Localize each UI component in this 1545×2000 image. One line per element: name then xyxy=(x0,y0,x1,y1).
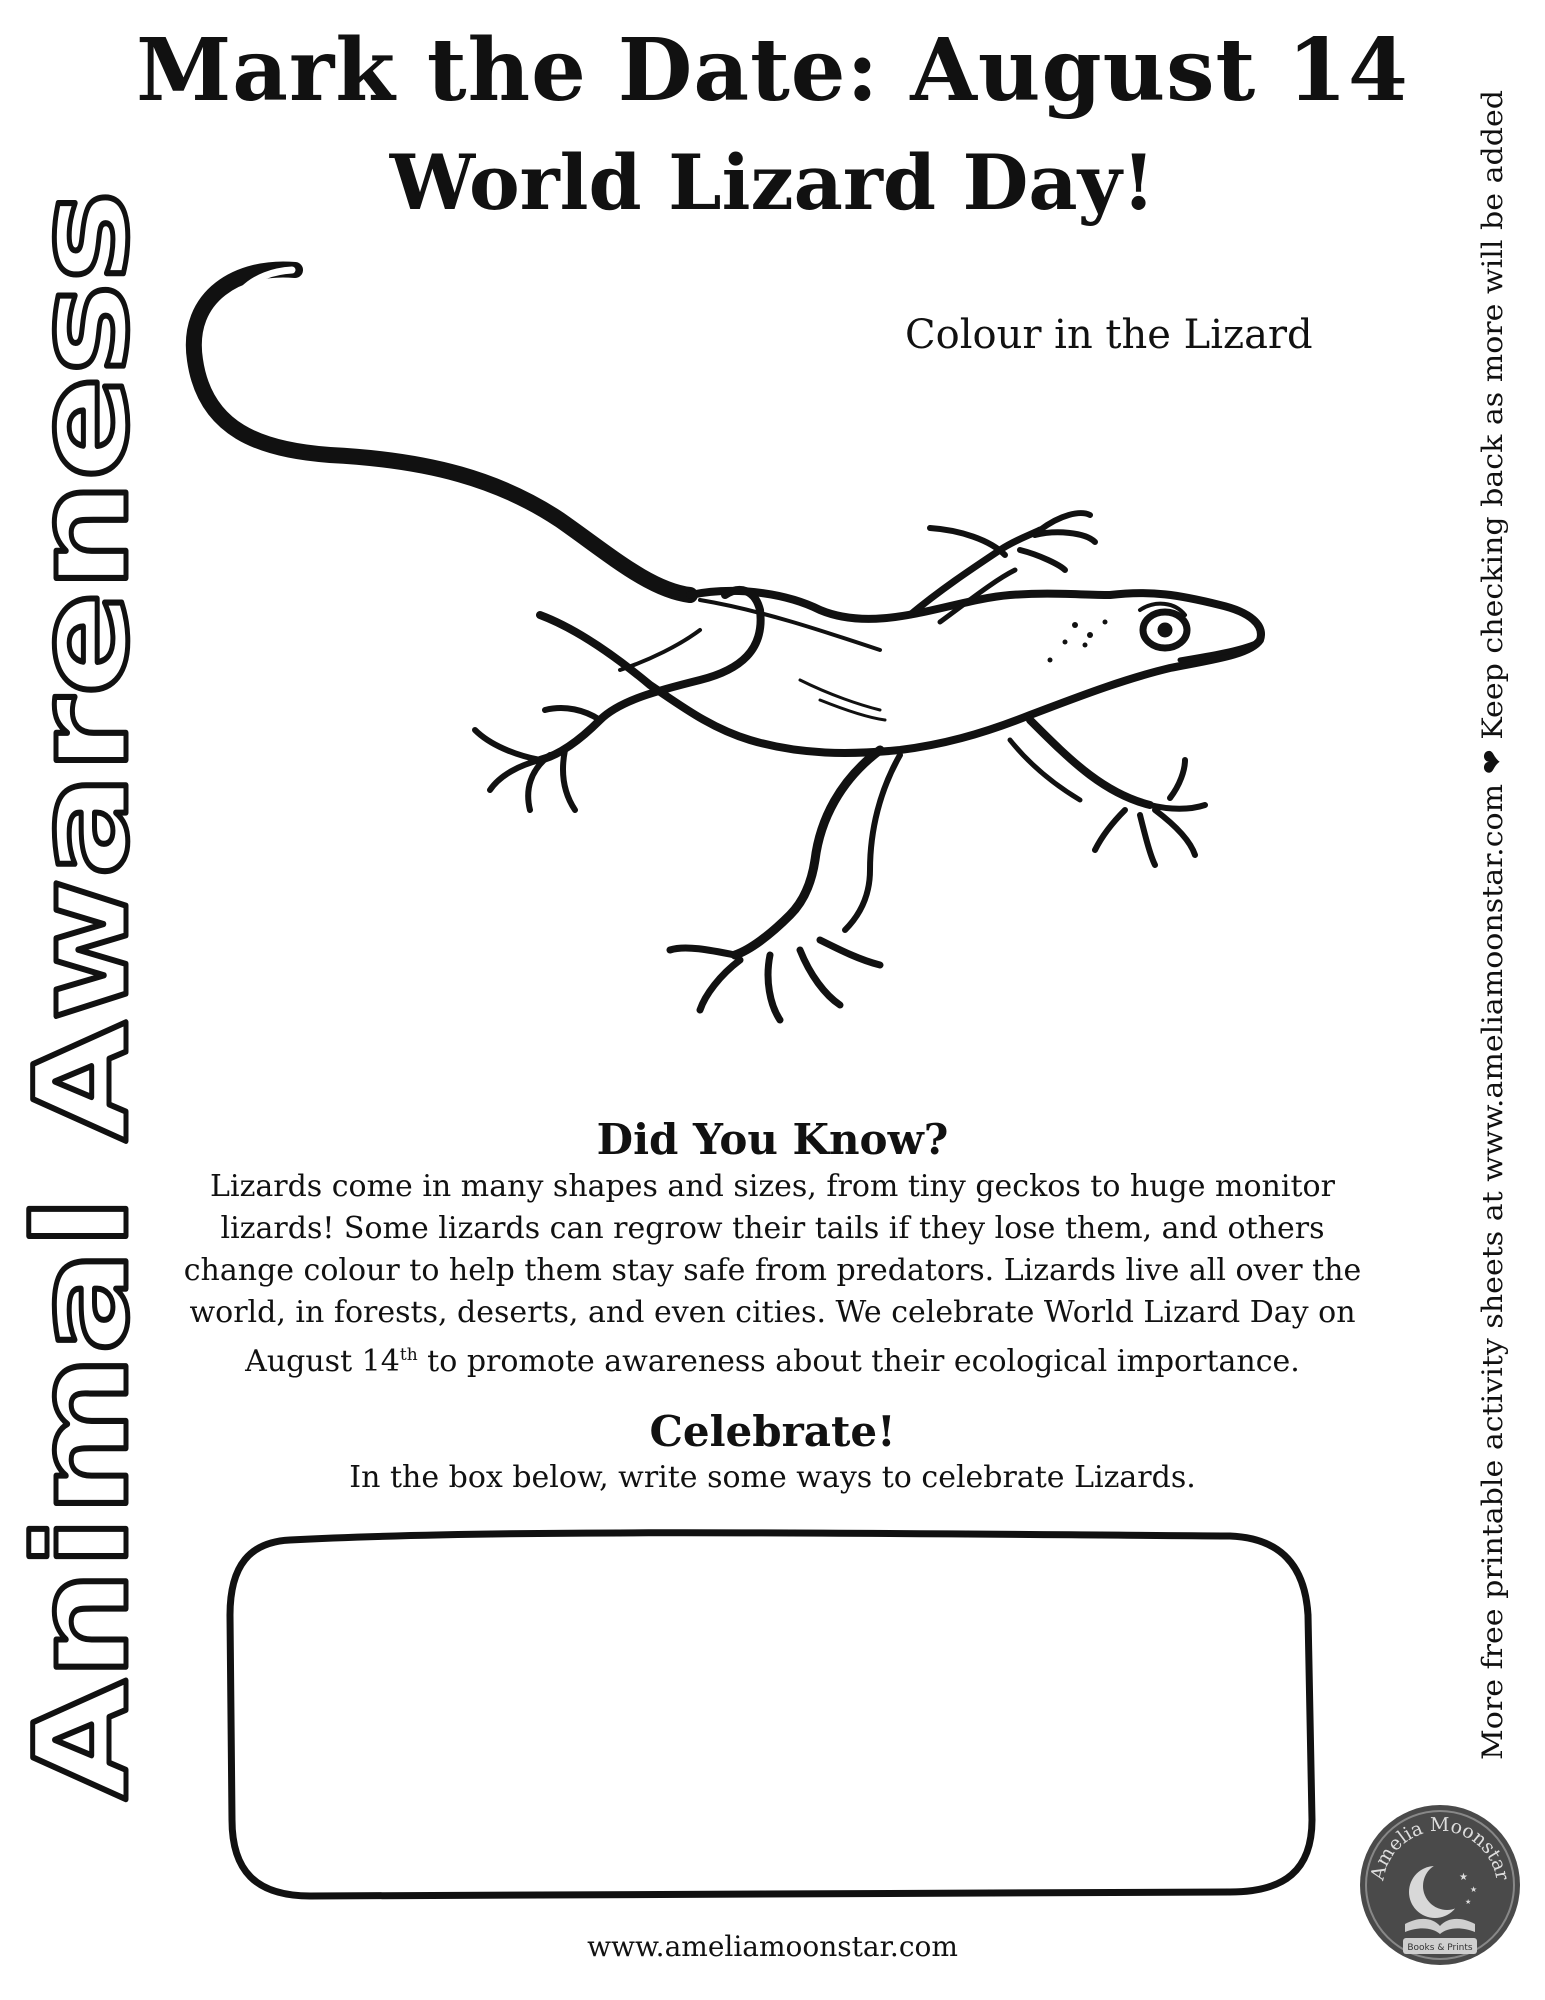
colour-instruction: Colour in the Lizard xyxy=(905,312,1313,358)
side-note xyxy=(1462,60,1522,1760)
did-you-know-main: Lizards come in many shapes and sizes, from tiny geckos to huge monitor lizards! Some lizards can regrow their tails if they lose them, and others change colour to help them stay safe from predators. Lizards live all over the world, in forests, deserts, and even cities. We celebrate World Lizard Day on August 14 xyxy=(183,1169,1362,1379)
did-you-know-end: to promote awareness about their ecological importance. xyxy=(417,1344,1300,1379)
lizard-illustration xyxy=(180,250,1400,1050)
date-superscript: th xyxy=(399,1345,418,1365)
amelia-moonstar-logo xyxy=(1355,1800,1525,1970)
svg-text:More free printable activity s xyxy=(1476,90,1509,1760)
celebrate-heading: Celebrate! xyxy=(649,1407,896,1456)
celebrate-instruction: In the box below, write some ways to celebrate Lizards. xyxy=(349,1460,1196,1495)
side-note-text-2: Keep checking back as more will be added xyxy=(1476,134,1509,740)
footer-url[interactable]: www.ameliamoonstar.com xyxy=(587,1930,958,1963)
animal-awareness-text: Animal Awareness xyxy=(8,473,157,1800)
did-you-know-text xyxy=(170,1166,1375,1383)
heart-icon: ❤ xyxy=(1476,741,1509,775)
logo-name: Amelia Moonstar xyxy=(1366,1813,1514,1883)
page-title: Mark the Date: August 14 xyxy=(136,20,1409,121)
animal-awareness-banner xyxy=(8,180,168,1810)
did-you-know-heading: Did You Know? xyxy=(596,1115,949,1164)
logo-tagline: Books & Prints xyxy=(1407,1943,1473,1953)
side-note-text-1: More free printable activity sheets at www.ameliamoonstar.com xyxy=(1476,850,1509,1760)
svg-text:★: ★ xyxy=(1465,1898,1472,1906)
page-subtitle: World Lizard Day! xyxy=(389,138,1156,227)
svg-text:★: ★ xyxy=(1470,1885,1478,1894)
svg-text:★: ★ xyxy=(1459,1872,1468,1883)
writing-box[interactable] xyxy=(220,1520,1320,1910)
